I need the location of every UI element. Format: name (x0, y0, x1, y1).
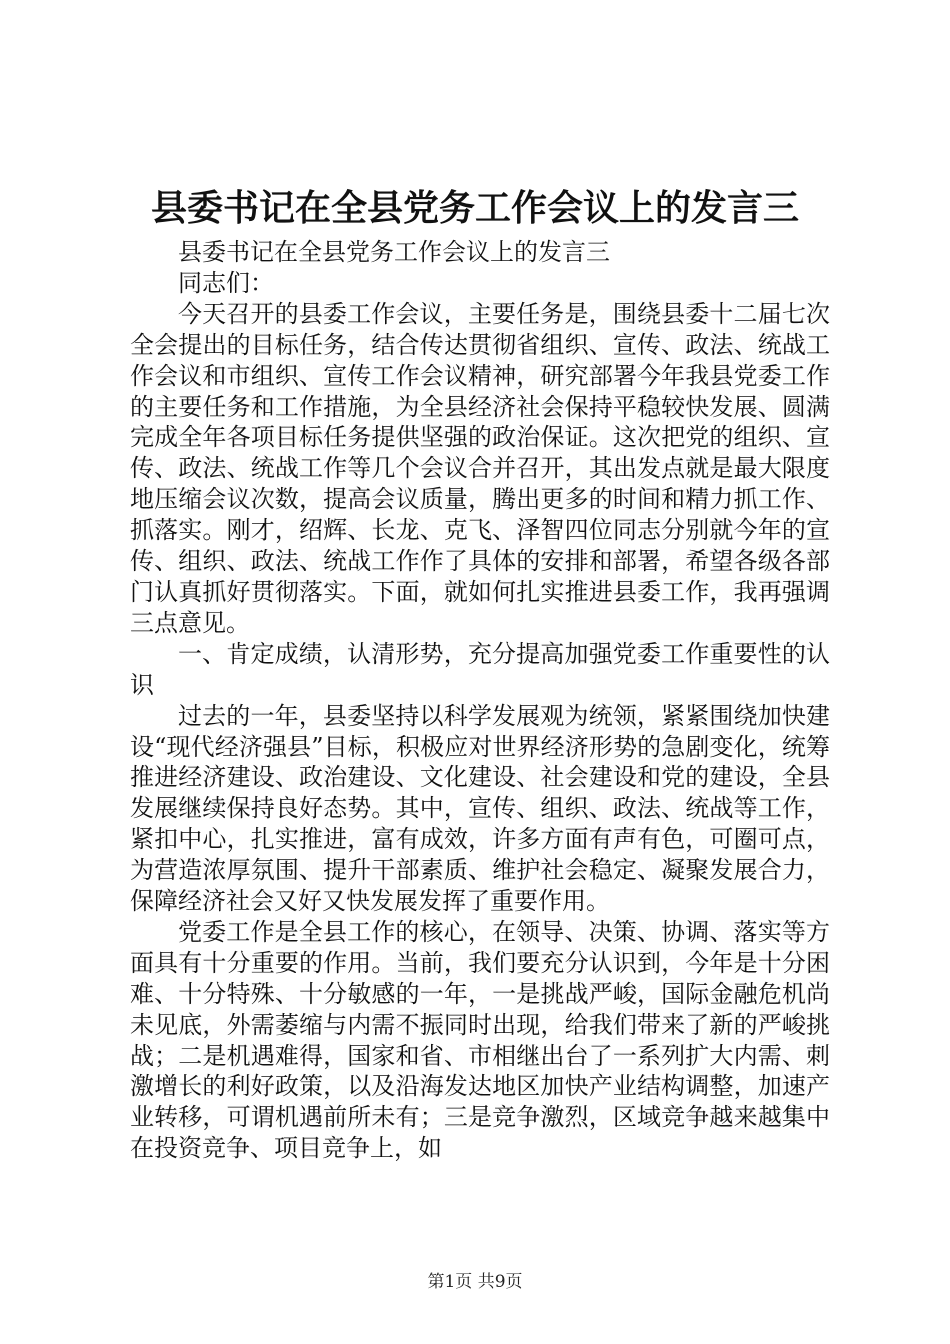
salutation: 同志们： (178, 268, 274, 297)
paragraph-situation: 党委工作是全县工作的核心，在领导、决策、协调、落实等方面具有十分重要的作用。当前，我们要充分认识到，今年是十分困难、十分特殊、十分敏感的一年，一是挑战严峻，国际金融危机尚未见底，外需萎缩与内需不振同时出现，给我们带来了新的严峻挑战；二是机遇难得，国家和省、市相继出台了一系列扩大内需、刺激增长的利好政策，以及沿海发达地区加快产业结构调整，加速产业转移，可谓机遇前所未有；三是竞争激烈，区域竞争越来越集中在投资竞争、项目竞争上，如 (130, 917, 830, 1163)
document-subtitle: 县委书记在全县党务工作会议上的发言三 (178, 238, 610, 266)
paragraph-achievements: 过去的一年，县委坚持以科学发展观为统领，紧紧围绕加快建设“现代经济强县”目标，积极应对世界经济形势的急剧变化，统筹推进经济建设、政治建设、文化建设、社会建设和党的建设，全县发展继续保持良好态势。其中，宣传、组织、政法、统战等工作，紧扣中心，扎实推进，富有成效，许多方面有声有色，可圈可点，为营造浓厚氛围、提升干部素质、维护社会稳定、凝聚发展合力，保障经济社会又好又快发展发挥了重要作用。 (130, 701, 830, 916)
page-number-footer: 第1页 共9页 (427, 1272, 523, 1292)
paragraph-opening: 今天召开的县委工作会议，主要任务是，围绕县委十二届七次全会提出的目标任务，结合传达贯彻省组织、宣传、政法、统战工作会议和市组织、宣传工作会议精神，研究部署今年我县党委工作的主要任务和工作措施，为全县经济社会保持平稳较快发展、圆满完成全年各项目标任务提供坚强的政治保证。这次把党的组织、宣传、政法、统战工作等几个会议合并召开，其出发点就是最大限度地压缩会议次数，提高会议质量，腾出更多的时间和精力抓工作、抓落实。刚才，绍辉、长龙、克飞、泽智四位同志分别就今年的宣传、组织、政法、统战工作作了具体的安排和部署，希望各级各部门认真抓好贯彻落实。下面，就如何扎实推进县委工作，我再强调三点意见。 (130, 299, 830, 637)
document-title: 县委书记在全县党务工作会议上的发言三 (150, 187, 799, 229)
document-body (130, 237, 830, 1164)
section-heading-1: 一、肯定成绩，认清形势，充分提高加强党委工作重要性的认识 (130, 639, 830, 699)
